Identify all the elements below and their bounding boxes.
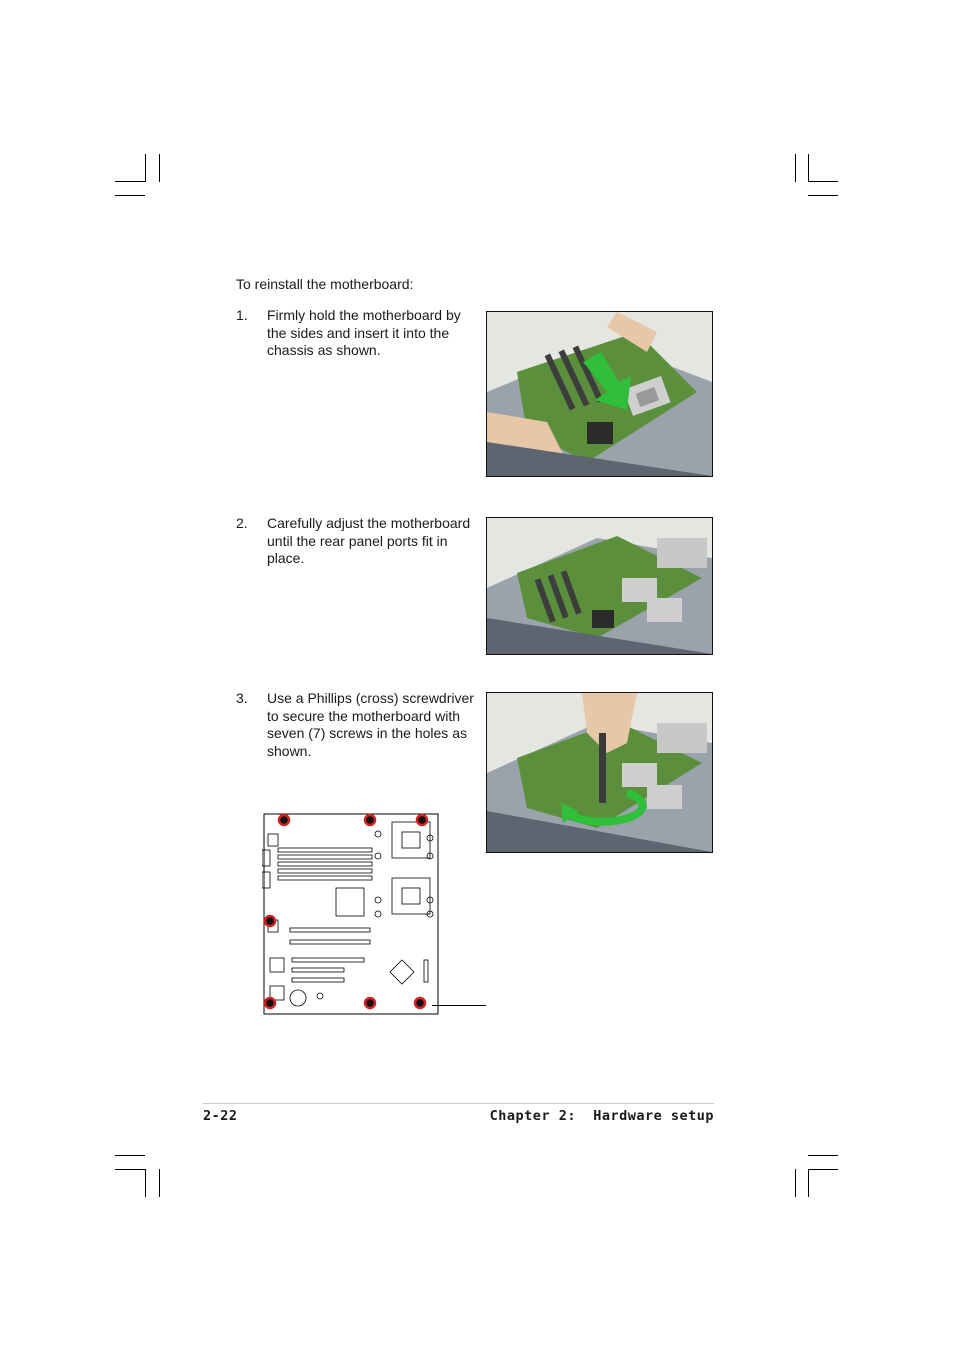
page-number: 2-22 — [203, 1108, 238, 1124]
crop-mark — [159, 1169, 160, 1197]
crop-mark — [808, 195, 838, 196]
crop-mark — [808, 1169, 809, 1197]
crop-mark — [808, 1169, 838, 1170]
step-3-number: 3. — [236, 690, 248, 706]
step-2-number: 2. — [236, 515, 248, 531]
crop-mark — [808, 181, 838, 182]
crop-mark — [145, 1169, 146, 1197]
crop-mark — [115, 1155, 145, 1156]
crop-mark — [795, 154, 796, 182]
intro-text: To reinstall the motherboard: — [236, 276, 414, 292]
footer-rule — [203, 1103, 714, 1104]
step-3-text: Use a Phillips (cross) screwdriver to secure the motherboard with seven (7) screws in the holes as shown. — [267, 690, 474, 759]
crop-mark — [795, 1169, 796, 1197]
screwdriver-photo — [486, 692, 713, 853]
crop-mark — [159, 154, 160, 182]
insert-motherboard-photo — [486, 311, 713, 477]
chapter-title: Chapter 2: Hardware setup — [489, 1108, 714, 1124]
crop-mark — [808, 154, 809, 182]
step-1-text: Firmly hold the motherboard by the sides and insert it into the chassis as shown. — [267, 307, 461, 358]
crop-mark — [115, 195, 145, 196]
motherboard-screw-diagram — [262, 810, 442, 1021]
crop-mark — [808, 1155, 838, 1156]
step-1-number: 1. — [236, 307, 248, 323]
crop-mark — [115, 1169, 145, 1170]
crop-mark — [145, 154, 146, 182]
adjust-ports-photo — [486, 517, 713, 655]
step-2-text: Carefully adjust the motherboard until the rear panel ports fit in place. — [267, 515, 471, 566]
diagram-leader-line — [432, 1005, 486, 1006]
crop-mark — [115, 181, 145, 182]
